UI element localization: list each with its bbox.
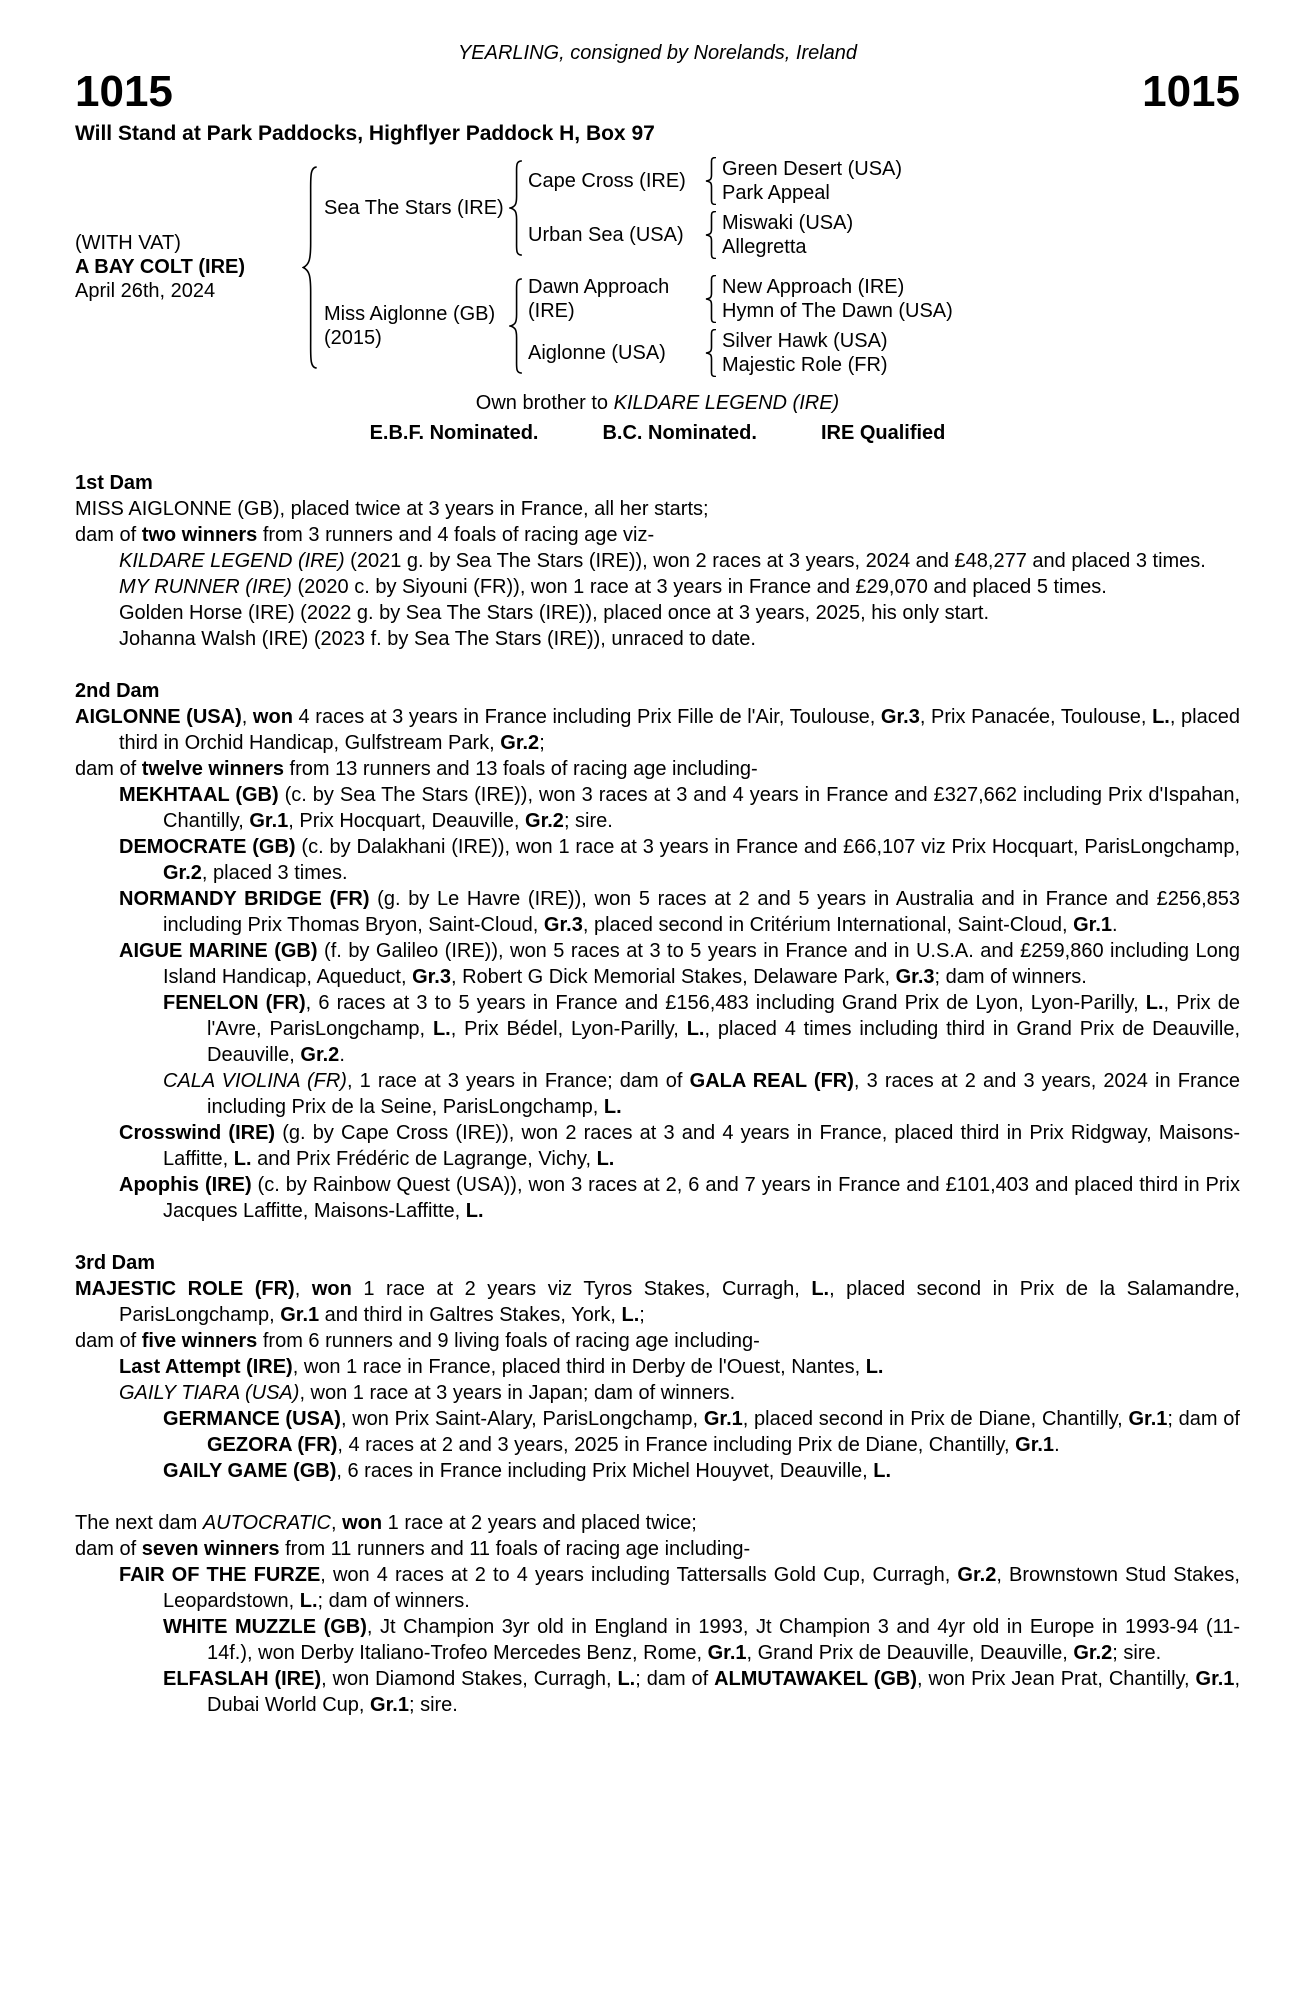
pedigree-text-paragraph: Crosswind (IRE) (g. by Cape Cross (IRE)), won 2 races at 3 and 4 years in France, placed third in Prix Ridgway, Maisons-Laffitte, L. and Prix Frédéric de Lagrange, Vichy, L. [119, 1122, 1241, 1170]
colt-name: A BAY COLT (IRE) [75, 256, 246, 278]
pedigree-brace [302, 165, 318, 370]
ancestor-name: New Approach (IRE) [722, 276, 905, 298]
pedigree-brace [705, 275, 717, 323]
pedigree-text-paragraph: MISS AIGLONNE (GB), placed twice at 3 years in France, all her starts; [75, 498, 709, 520]
dam-section [75, 470, 1240, 652]
foal-date: April 26th, 2024 [75, 280, 216, 302]
own-brother-line: Own brother to KILDARE LEGEND (IRE) [475, 392, 840, 414]
dam-parents-column [528, 272, 953, 380]
dam-section [75, 1510, 1240, 1718]
vat-note: (WITH VAT) [75, 232, 181, 254]
pedigree-text-paragraph: dam of two winners from 3 runners and 4 foals of racing age viz- [75, 524, 655, 546]
pedigree-text-paragraph: NORMANDY BRIDGE (FR) (g. by Le Havre (IRE)), won 5 races at 2 and 5 years in Australia and in France and £256,853 including Prix Thomas Bryon, Saint-Cloud, Gr.3, placed second in Critérium International, Saint-Cloud, Gr.1. [119, 888, 1240, 936]
pedigree-text-paragraph: FENELON (FR), 6 races at 3 to 5 years in France and £156,483 including Grand Prix de Lyon, Lyon-Parilly, L., Prix de l'Avre, ParisLongchamp, L., Prix Bédel, Lyon-Parilly, L., placed 4 times including third in Grand Prix de Deauville, Deauville, Gr.2. [163, 992, 1241, 1066]
nomination-label: E.B.F. Nominated. [369, 422, 539, 444]
ancestor-name: Miswaki (USA) [722, 212, 854, 234]
pedigree-text-paragraph: MY RUNNER (IRE) (2020 c. by Siyouni (FR)), won 1 race at 3 years in France and £29,070 and placed 5 times. [119, 576, 1107, 598]
ancestor-name: Hymn of The Dawn (USA) [722, 300, 953, 322]
pedigree-text-paragraph: dam of five winners from 6 runners and 9 living foals of racing age including- [75, 1330, 760, 1352]
dam-dam-name: Aiglonne (USA) [528, 342, 666, 364]
pedigree-text-paragraph: AIGLONNE (USA), won 4 races at 3 years in France including Prix Fille de l'Air, Toulouse, Gr.3, Prix Panacée, Toulouse, L., placed third in Orchid Handicap, Gulfstream Park, Gr.2; [75, 706, 1240, 754]
pedigree-text-paragraph: GERMANCE (USA), won Prix Saint-Alary, ParisLongchamp, Gr.1, placed second in Prix de Diane, Chantilly, Gr.1; dam of GEZORA (FR), 4 races at 2 and 3 years, 2025 in France including Prix de Diane, Chantilly, Gr.1. [163, 1408, 1240, 1456]
lot-number-right: 1015 [1142, 67, 1240, 116]
pedigree-brace [705, 211, 717, 259]
lot-number-row [75, 68, 1240, 116]
nomination-label: B.C. Nominated. [602, 422, 757, 444]
ancestor-name: Green Desert (USA) [722, 158, 903, 180]
catalogue-text [75, 470, 1240, 1718]
pedigree-text-paragraph: Johanna Walsh (IRE) (2023 f. by Sea The Stars (IRE)), unraced to date. [119, 628, 756, 650]
pedigree-text-paragraph: WHITE MUZZLE (GB), Jt Champion 3yr old in England in 1993, Jt Champion 3 and 4yr old in Europe in 1993-94 (11-14f.), won Derby Italiano-Trofeo Mercedes Benz, Rome, Gr.1, Grand Prix de Deauville, Deauville, Gr.2; sire. [163, 1616, 1240, 1664]
pedigree-brace [509, 160, 523, 256]
generation-1-column [324, 154, 953, 380]
pedigree-text-paragraph: AIGUE MARINE (GB) (f. by Galileo (IRE)), won 5 races at 3 to 5 years in France and in U.S.A. and £259,860 including Long Island Handicap, Aqueduct, Gr.3, Robert G Dick Memorial Stakes, Delaware Park, Gr.3; dam of winners. [119, 940, 1240, 988]
dam-section-heading: 3rd Dam [75, 1252, 156, 1274]
pedigree-text-paragraph: KILDARE LEGEND (IRE) (2021 g. by Sea The Stars (IRE)), won 2 races at 3 years, 2024 and £48,277 and placed 3 times. [119, 550, 1206, 572]
pedigree-brace [509, 278, 523, 374]
ancestor-name: Allegretta [722, 236, 807, 258]
ancestor-name: Majestic Role (FR) [722, 354, 888, 376]
sire-name: Sea The Stars (IRE) [324, 197, 504, 219]
pedigree-table [75, 154, 1240, 380]
dam-section [75, 1250, 1240, 1484]
pedigree-text-paragraph: Last Attempt (IRE), won 1 race in France, placed third in Derby de l'Ouest, Nantes, L. [119, 1356, 884, 1378]
pedigree-text-paragraph: Golden Horse (IRE) (2022 g. by Sea The Stars (IRE)), placed once at 3 years, 2025, his only start. [119, 602, 990, 624]
sire-branch [324, 154, 953, 262]
pedigree-text-paragraph: MAJESTIC ROLE (FR), won 1 race at 2 years viz Tyros Stakes, Curragh, L., placed second in Prix de la Salamandre, ParisLongchamp, Gr.1 and third in Galtres Stakes, York, L.; [75, 1278, 1240, 1326]
pedigree-text-paragraph: dam of seven winners from 11 runners and 11 foals of racing age including- [75, 1538, 751, 1560]
sire-parents-column [528, 154, 902, 262]
dam-name: Miss Aiglonne (GB) (2015) [324, 303, 496, 349]
dam-section [75, 678, 1240, 1224]
nomination-label: IRE Qualified [820, 422, 946, 444]
generation-3-pair [722, 329, 888, 377]
ancestor-name: Silver Hawk (USA) [722, 330, 888, 352]
dam-dam-branch [528, 326, 953, 380]
colt-info [75, 231, 300, 303]
pedigree-text-paragraph: MEKHTAAL (GB) (c. by Sea The Stars (IRE)), won 3 races at 3 and 4 years in France and £327,662 including Prix d'Ispahan, Chantilly, Gr.1, Prix Hocquart, Deauville, Gr.2; sire. [119, 784, 1240, 832]
dam-sire-branch [528, 272, 953, 326]
stand-location-line: Will Stand at Park Paddocks, Highflyer Paddock H, Box 97 [75, 122, 655, 145]
pedigree-text-paragraph: Apophis (IRE) (c. by Rainbow Quest (USA)), won 3 races at 2, 6 and 7 years in France and £101,403 and placed third in Prix Jacques Laffitte, Maisons-Laffitte, L. [119, 1174, 1240, 1222]
sire-dam-name: Urban Sea (USA) [528, 224, 684, 246]
pedigree-text-paragraph: GAILY TIARA (USA), won 1 race at 3 years in Japan; dam of winners. [119, 1382, 736, 1404]
generation-3-pair [722, 211, 853, 259]
pedigree-brace [705, 329, 717, 377]
pedigree-text-paragraph: DEMOCRATE (GB) (c. by Dalakhani (IRE)), won 1 race at 3 years in France and £66,107 viz Prix Hocquart, ParisLongchamp, Gr.2, placed 3 times. [119, 836, 1241, 884]
dam-sire-name: Dawn Approach (IRE) [528, 276, 670, 322]
consignor-line: YEARLING, consigned by Norelands, Ireland [457, 42, 858, 64]
sire-dam-branch [528, 208, 902, 262]
generation-3-pair [722, 275, 953, 323]
dam-section-heading: 2nd Dam [75, 680, 160, 702]
lot-number-left: 1015 [75, 67, 173, 116]
dam-section-heading: 1st Dam [75, 472, 153, 494]
generation-3-pair [722, 157, 902, 205]
ancestor-name: Park Appeal [722, 182, 830, 204]
pedigree-text-paragraph: GAILY GAME (GB), 6 races in France including Prix Michel Houyvet, Deauville, L. [163, 1460, 892, 1482]
dam-branch [324, 272, 953, 380]
nominations-line [75, 420, 1240, 446]
sire-sire-name: Cape Cross (IRE) [528, 170, 686, 192]
pedigree-text-paragraph: FAIR OF THE FURZE, won 4 races at 2 to 4 years including Tattersalls Gold Cup, Curragh, Gr.2, Brownstown Stud Stakes, Leopardstown, L.; dam of winners. [119, 1564, 1240, 1612]
pedigree-brace [705, 157, 717, 205]
pedigree-text-paragraph: CALA VIOLINA (FR), 1 race at 3 years in France; dam of GALA REAL (FR), 3 races at 2 and 3 years, 2024 in France including Prix de la Seine, ParisLongchamp, L. [163, 1070, 1241, 1118]
pedigree-text-paragraph: ELFASLAH (IRE), won Diamond Stakes, Curragh, L.; dam of ALMUTAWAKEL (GB), won Prix Jean Prat, Chantilly, Gr.1, Dubai World Cup, Gr.1; sire. [163, 1668, 1240, 1716]
sire-sire-branch [528, 154, 902, 208]
pedigree-text-paragraph: The next dam AUTOCRATIC, won 1 race at 2 years and placed twice; [75, 1512, 697, 1534]
pedigree-text-paragraph: dam of twelve winners from 13 runners and 13 foals of racing age including- [75, 758, 758, 780]
